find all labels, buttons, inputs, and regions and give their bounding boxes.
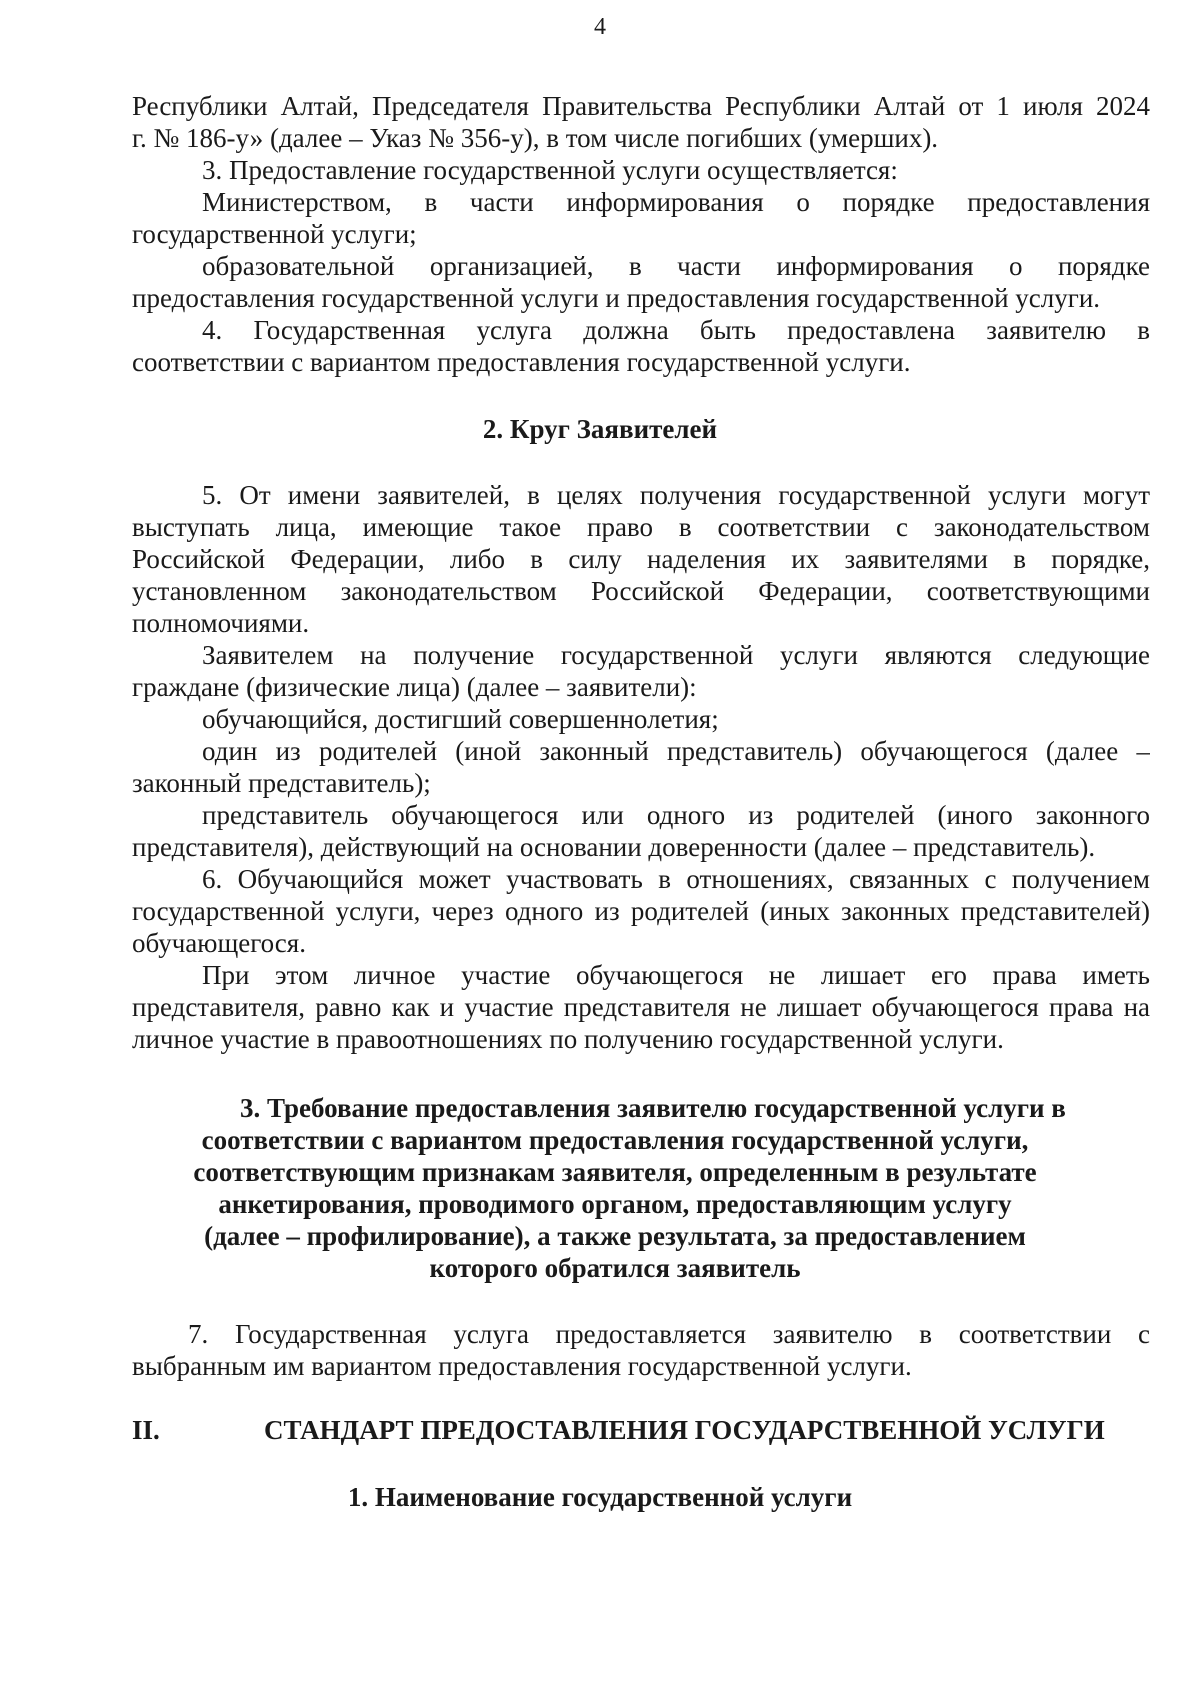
text-line: государственной услуги, через одного из родителей (иных законных представителей) [132, 896, 1150, 926]
text-line: граждане (физические лица) (далее – заявители): [132, 672, 697, 702]
text-line: обучающийся, достигший совершеннолетия; [202, 704, 719, 734]
text-line: Российской Федерации, либо в силу наделения их заявителями в порядке, [132, 544, 1150, 574]
text-line: законный представитель); [132, 768, 431, 798]
text-line: представителя), действующий на основании доверенности (далее – представитель). [132, 832, 1096, 862]
text-line: представитель обучающегося или одного из родителей (иного законного [202, 800, 1150, 830]
text-line: выступать лица, имеющие такое право в соответствии с законодательством [132, 512, 1150, 542]
text-line: государственной услуги; [132, 219, 417, 249]
section-heading: (далее – профилирование), а также результата, за предоставлением [204, 1221, 1026, 1251]
text-line: Министерством, в части информирования о порядке предоставления [202, 187, 1150, 217]
section-heading: которого обратился заявитель [429, 1253, 801, 1283]
text-line: 4. Государственная услуга должна быть предоставлена заявителю в [202, 315, 1150, 345]
text-line: Республики Алтай, Председателя Правительства Республики Алтай от 1 июля 2024 [132, 91, 1150, 121]
text-line: 5. От имени заявителей, в целях получения государственной услуги могут [202, 480, 1150, 510]
text-line: г. № 186-у» (далее – Указ № 356-у), в том числе погибших (умерших). [132, 123, 939, 153]
text-line: 3. Предоставление государственной услуги осуществляется: [202, 155, 898, 185]
text-line: образовательной организацией, в части информирования о порядке [202, 251, 1150, 281]
section-heading: 1. Наименование государственной услуги [347, 1482, 853, 1512]
text-line: личное участие в правоотношениях по получению государственной услуги. [132, 1024, 1004, 1054]
section-title: СТАНДАРТ ПРЕДОСТАВЛЕНИЯ ГОСУДАРСТВЕННОЙ УСЛУГИ [264, 1415, 1105, 1445]
text-line: обучающегося. [132, 928, 306, 958]
section-heading: 3. Требование предоставления заявителю государственной услуги в [240, 1093, 1066, 1123]
text-line: полномочиями. [132, 608, 310, 638]
text-line: предоставления государственной услуги и предоставления государственной услуги. [132, 283, 1101, 313]
section-heading: анкетирования, проводимого органом, предоставляющим услугу [218, 1189, 1012, 1219]
text-line: 6. Обучающийся может участвовать в отношениях, связанных с получением [202, 864, 1150, 894]
text-line: Заявителем на получение государственной услуги являются следующие [202, 640, 1150, 670]
text-line: соответствии с вариантом предоставления государственной услуги. [132, 347, 911, 377]
text-line: выбранным им вариантом предоставления государственной услуги. [132, 1351, 912, 1381]
section-heading: соответствии с вариантом предоставления государственной услуги, [201, 1125, 1029, 1155]
text-line: При этом личное участие обучающегося не лишает его права иметь [202, 960, 1150, 990]
page-number: 4 [594, 14, 606, 40]
text-line: установленном законодательством Российской Федерации, соответствующими [132, 576, 1150, 606]
text-line: один из родителей (иной законный представитель) обучающегося (далее – [202, 736, 1150, 766]
section-number: II. [132, 1415, 160, 1445]
text-line: 7. Государственная услуга предоставляется заявителю в соответствии с [188, 1319, 1150, 1349]
section-heading: 2. Круг Заявителей [482, 414, 718, 444]
text-line: представителя, равно как и участие представителя не лишает обучающегося права на [132, 992, 1150, 1022]
section-heading: соответствующим признакам заявителя, определенным в результате [193, 1157, 1037, 1187]
